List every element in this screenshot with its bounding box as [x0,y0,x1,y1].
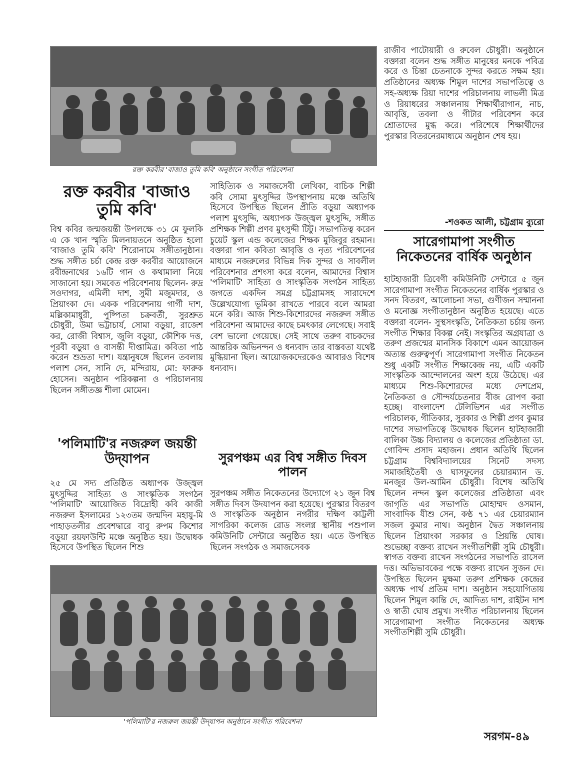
saregama-headline: সারেগামাপা সংগীত নিকেতনের বার্ষিক অনুষ্ঠান [396,235,532,265]
section-divider [384,230,544,231]
bottom-photo [50,565,377,717]
polimati-headline: 'পলিমাটি'র নজরুল জয়ন্তী উদ্‌যাপন [57,437,197,467]
right-top-body: রাজীব পাটোয়ারী ও রুবেল চৌধুরী। অনুষ্ঠানে বক্তারা বলেন শুদ্ধ সঙ্গীত মানুষের মনকে পবিত্র করে ও চিন্তা চেতনাকে সুন্দর করতে সক্ষম হয়। প্রতিষ্ঠানের অধ্যক্ষ শিমুল দাশের সভাপতিত্বে ও সহ-অধ্যক্ষ রিয়া দাশের পরিচালনায় লাভলী মিত্র ও রিয়াধরের সঞ্চালনায় শিক্ষার্থীরাগান, নাচ, আবৃত্তি, তবলা ও গীটার পরিবেশন করে শ্রোতাদের মুগ্ধ করে। পরিশেষে শিক্ষার্থীদের পুরস্কার বিতরনেরমাধ্যমে অনুষ্ঠান শেষ হয়। [384,45,544,141]
surapanchom-headline: সুরপঞ্চম এর বিশ্ব সঙ্গীত দিবস পালন [218,450,367,480]
rokto-body-col2: সাহিত্যিক ও সমাজসেবী লেখিকা, বাচিক শিল্পী কবি সোমা মুৎসুদ্দির উপস্থাপনায় মঞ্চে অতিথি হিসেবে উপস্থিত ছিলেন প্রীতি বড়ুয়া অধ্যাপক পলাশ মুৎসুদ্দি, অধ্যাপক উজ্জ্বল মুৎসুদ্দি, সঙ্গীত প্রশিক্ষক শিল্পী প্রণব মুৎসুদ্দী টিটু। সভাপতিত্ব করেন চুয়েট স্কুল এন্ড কলেজের শিক্ষক মুজিবুর রহমান। বক্তারা গান কবিতা আবৃত্তি ও নৃত্য পরিবেশনের মাধ্যমে নজরুলের বিভিন্ন দিক সুন্দর ও সাবলীল পরিবেশনার প্রশংসা করে বলেন, আমাদের বিশ্বাস 'পলিমাটি' সাহিত্য ও সাংস্কৃতিক সংগঠন সাহিত্য জগতে একদিন সমগ্র চট্টগ্রামসহ সারাদেশে উল্লেখযোগ্য ভূমিকা রাখতে পারবে বলে আমরা মনে করি। আজ শিশু-কিশোরদের নজরুল সঙ্গীত পরিবেশনা আমাদের কাছে চমৎকার লেগেছে। সবাই বেশ ভালো গেয়েছে। সেই সাথে তরুণ বাচকদের আন্তরিক অভিনন্দন ও ধন্যবাদ তার বাস্তবতা যথেষ্ট মুগ্ধিয়ানা ছিল। আয়োজকদেরকেও আবারও বিশেষ ধন্যবাদ। [210,181,375,373]
bottom-photo-caption: 'পলিমাটি'র নজরুল জয়ন্তী উদ্‌যাপন অনুষ্ঠানে সংগীত পরিবেশনা [123,718,302,726]
surapanchom-body: সুরপঞ্চম সঙ্গীত নিকেতনের উদ্যোগে ২১ জুন বিশ্ব সঙ্গীত দিবস উদযাপন করা হয়েছে। পুরস্কার বিতরণ ও সাংস্কৃতিক অনুষ্ঠান নগরীর দক্ষিণ কাট্টলী সাগরিকা কলেজ রোড সংলগ্ন স্থানীয় পশুপাল কমিউনিটি সেন্টারে অনুষ্ঠিত হয়। এতে উপস্থিত ছিলেন সংগঠক ও সমাজসেবক [210,488,375,552]
saregama-body: হাটহাজারী ত্রিবেণী কমিউনিটি সেন্টারে ৫ জুন সারেগামাপা সংগীত নিকেতনের বার্ষিক পুরস্কার ও সনদ বিতরণ, আলোচনা সভা, গুণীজন সম্মাননা ও মনোজ্ঞ সংগীতানুষ্ঠান অনুষ্ঠিত হয়েছে। এতে বক্তারা বলেন- সুস্থসংস্কৃতি, নৈতিকতা চর্চায় জন্য সংগীত শিক্ষার বিকল্প নেই। সংস্কৃতির অগ্রযাত্রা ও তরুণ প্রজন্মের মানসিক বিকাশে এমন আয়োজন অত্যন্ত গুরুত্বপূর্ণ। সারেগামাপা সংগীত নিকেতন শুধু একটি সংগীত শিক্ষাকেন্দ্র নয়, এটি একটি সাংস্কৃতিক আন্দোলনের অংশ হয়ে উঠেছে। এর মাধ্যমে শিশু-কিশোরদের মধ্যে দেশপ্রেম, নৈতিকতা ও সৌন্দর্যচেতনার বীজ রোপণ করা হচ্ছে। বাংলাদেশ টেলিভিশন এর সংগীত পরিচালক, গীতিকার, সুরকার ও শিল্পী প্রণব কুমার দাশের সভাপতিত্বে উদ্বোধক ছিলেন হাটহাজারী বালিকা উচ্চ বিদ্যালয় ও কলেজের প্রতিষ্ঠাতা ডা. গোবিন্দ প্রসাদ মহাজন। প্রধান অতিথি ছিলেন চট্টগ্রাম বিশ্ববিদ্যালয়ের সিনেট সদস্য সমাজহিতৈষী ও ঘাসফুলের চেয়ারম্যান ড. মনজুর উল-আমিন চৌধুরী। বিশেষ অতিথি ছিলেন নন্দন স্কুল কলেজের প্রতিষ্ঠাতা এবং জাগৃতি এর সভাপতি মোহাম্মদ ওসমান, সাংবাদিক যীশু সেন, কণ্ঠ ৭১ এর চেয়ারম্যান সজল কুমার নাথ। অনুষ্ঠান দ্বৈত সঞ্চালনায় ছিলেন প্রিয়াংকা সরকার ও প্রিয়ন্তি ঘোষ। শুভেচ্ছা বক্তব্য রাখেন সংগীতশিল্পী সুমি চৌধুরী। স্বাগত বক্তব্য রাখেন সংগঠনের সভাপতি রাসেল দত্ত। অভিভাবকের পক্ষে বক্তব্য রাখেন সুজন দে। উপস্থিত ছিলেন মুক্ষমা তরুণ প্রশিক্ষক কেন্দ্রের অধ্যক্ষ পার্থ প্রতিম দাশ। অনুষ্ঠান সহযোগিতায় ছিলেন শিমুল কান্তি দে, আদিত্য দাশ, রাইটন দাশ ও স্বাতী ঘোষ প্রমুখ। সংগীত পরিচালনায় ছিলেন সারেগামাপা সংগীত নিকেতনের অধ্যক্ষ সংগীতশিল্পী সুমি চৌধুরী। [384,274,544,638]
page-number: সরগম-৪৯ [484,730,530,743]
rokto-headline: রক্ত করবীর 'বাজাও তুমি কবি' [63,182,191,220]
polimati-body: ২৫ মে সদ্য প্রতিষ্ঠিত অধ্যাপক উজ্জ্বল মুৎসুদ্দির সাহিত্য ও সাংস্কৃতিক সংগঠন 'পলিমাটি' আয়োজিত বিদ্রোহী কবি কাজী নজরুল ইসলামের ১২৩তম জন্মদিন মহাযু-মি পাহাড়তলীর প্রবেশদ্বারে বাবু রুপম কিশোর বড়ুয়া রয়ফাউন্টি মঞ্চে অনুষ্ঠিত হয়। উদ্বোধক হিসেবে উপস্থিত ছিলেন শিশু [50,478,203,553]
top-photo-caption: রক্ত করবীর 'বাজাও তুমি কবি' অনুষ্ঠানে সংগীত পরিবেশনা [132,166,293,174]
top-photo [50,46,377,166]
bureau-credit: -শওকত আলী, চট্টগ্রাম ব্যুরো [444,218,544,228]
rokto-body-col1: বিশ্ব কবির জন্মজয়ন্তী উপলক্ষে ৩১ মে ফুলকি এ কে খান স্মৃতি মিলনায়তনে অনুষ্ঠিত হলো 'বাজাও তুমি কবি' শিরোনামে সঙ্গীতানুষ্ঠান। শুদ্ধ সঙ্গীত চর্চা কেন্দ্র রক্ত করবীর আয়োজনে রবীন্দ্রনাথের ১৬টি গান ও কথামালা নিয়ে সাজানো হয়। সমবেত পরিবেশনায় ছিলেন- রুদ্র সওদাগর, এমিলী দাশ, সুমী মজুমদার, ও প্রিয়াংকা দে। একক পরিবেশনায় গার্গী দাশ, মল্লিকামাধুরী, পুষ্পিতা চক্রবর্তী, সুরশ্রুত চৌধুরী, উমা ভট্টাচার্য, সোমা বড়ুয়া, রাজেশ কর, রোজী বিশ্বাস, জুলি বড়ুয়া, কৌশিক দত্ত, পূরবী বড়ুয়া ও বাসন্তী দীপ্তামিত্র। কবিতা পাঠ করেন শুভ্রতা দাশ। যন্ত্রানুষঙ্গে ছিলেন তবলায় পলাশ সেন, সানি দে, মন্দিরায়, মো: ফারুক হোসেন। অনুষ্ঠান পরিকল্পনা ও পরিচালনায় ছিলেন সঙ্গীতজ্ঞ শীলা মোমেন। [50,224,203,395]
